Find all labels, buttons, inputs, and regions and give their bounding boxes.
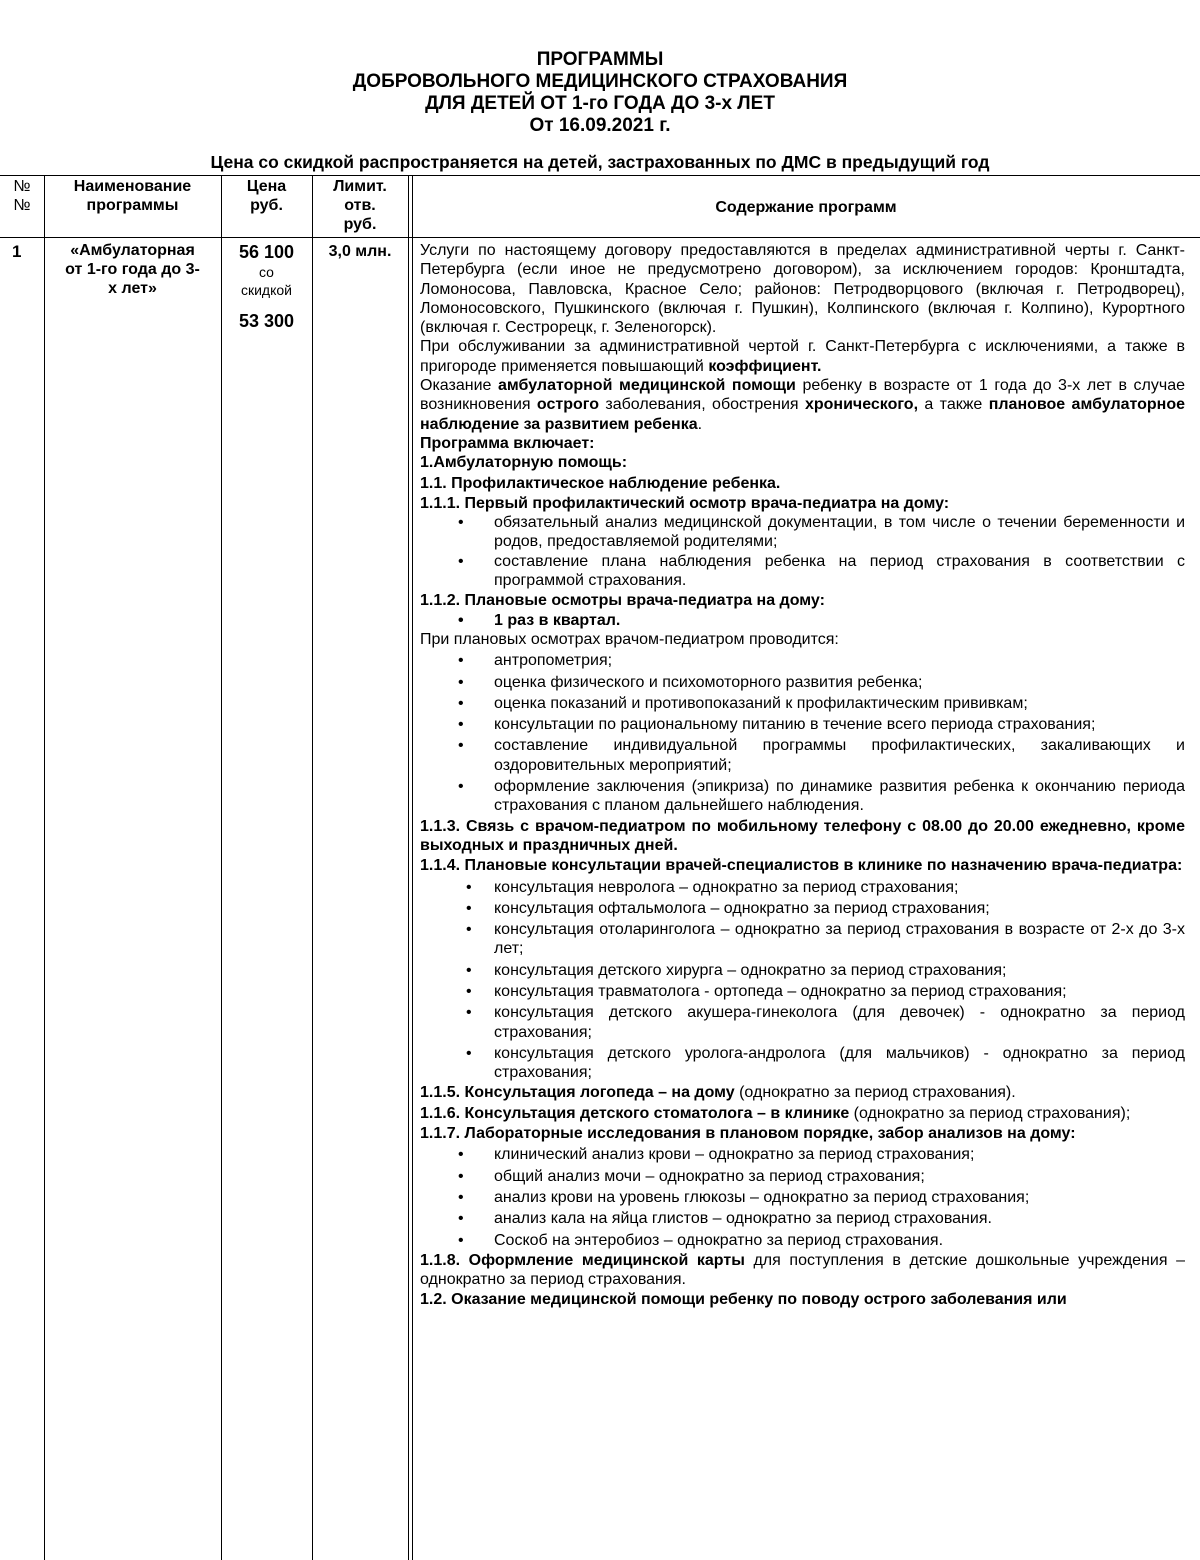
list-item: • консультация детского акушера-гинеколога (для девочек) - однократно за период страхования; — [466, 1004, 1185, 1041]
col-divider — [44, 175, 45, 1560]
list-item: • анализ крови на уровень глюкозы – однократно за период страхования; — [458, 1188, 1030, 1206]
list-item: • консультация детского уролога-андролога (для мальчиков) - однократно за период страхования; — [466, 1044, 1185, 1082]
bullet-icon: • — [458, 1210, 464, 1228]
speech-therapist-paragraph: 1.1.5. Консультация логопеда – на дому (однократно за период страхования). — [420, 1084, 1016, 1102]
table-header-border — [0, 237, 1200, 238]
bullet-icon: • — [458, 611, 464, 629]
liability-limit: 3,0 млн. — [328, 243, 392, 260]
list-item: • обязательный анализ медицинской документации, в том числе о течении беременности и родов, предоставляемой родителями; — [458, 514, 1185, 551]
price-note: со скидкой — [240, 264, 292, 298]
title-date: От 16.09.2021 г. — [529, 115, 671, 136]
header-content: Содержание программ — [715, 199, 897, 216]
list-item: • общий анализ мочи – однократно за период страхования; — [458, 1167, 925, 1185]
list-item: • оценка показаний и противопоказаний к профилактическим прививкам; — [458, 694, 1028, 712]
list-item: • составление плана наблюдения ребенка на период страхования в соответствии с программой страхования. — [458, 552, 1185, 590]
document-title — [0, 49, 1200, 137]
list-item: • 1 раз в квартал. — [458, 611, 621, 629]
list-item: • Соскоб на энтеробиоз – однократно за период страхования. — [458, 1231, 944, 1249]
section-heading: 1.2. Оказание медицинской помощи ребенку по поводу острого заболевания или — [420, 1291, 1067, 1309]
coefficient-paragraph: При обслуживании за административной чертой г. Санкт-Петербурга с исключениями, а также в пригороде применяется повышающий коэффициент. — [420, 338, 1185, 375]
bullet-icon: • — [458, 778, 464, 796]
bullet-icon: • — [466, 899, 472, 917]
section-heading: 1.1.1. Первый профилактический осмотр врача-педиатра на дому: — [420, 494, 950, 512]
header-num: № № — [13, 178, 31, 214]
list-item: • анализ кала на яйца глистов – однократно за период страхования. — [458, 1210, 992, 1228]
price-cell — [221, 241, 312, 332]
col-divider — [312, 175, 313, 1560]
specialists-list — [420, 878, 1185, 1083]
planned-exam-list — [420, 611, 1185, 630]
pediatr-paragraph: При плановых осмотрах врачом-педиатром проводится: — [420, 630, 839, 648]
scope-paragraph: Оказание амбулаторной медицинской помощи ребенку в возрасте от 1 года до 3-х лет в случае возникновения острого заболевания, обострения хронического, а также плановое амбулаторное наблюдение за развитием ребенка. — [420, 377, 1186, 433]
bullet-icon: • — [458, 716, 464, 734]
pediatr-list — [420, 651, 1185, 815]
bullet-icon: • — [458, 673, 464, 691]
list-item: • консультация офтальмолога – однократно за период страхования; — [466, 899, 990, 917]
first-exam-list — [420, 513, 1185, 590]
bullet-icon: • — [458, 694, 464, 712]
list-item: • консультация невролога – однократно за период страхования; — [466, 878, 959, 896]
bullet-icon: • — [458, 514, 464, 532]
list-item: • консультация детского хирурга – однократно за период страхования; — [466, 961, 1007, 979]
bullet-icon: • — [458, 652, 464, 670]
section-heading: 1.1. Профилактическое наблюдение ребенка. — [420, 474, 781, 492]
header-price: Цена руб. — [246, 178, 287, 214]
section-heading: 1.1.7. Лабораторные исследования в плановом порядке, забор анализов на дому: — [420, 1125, 1076, 1143]
bullet-icon: • — [458, 552, 464, 570]
program-content — [420, 241, 1185, 1310]
header-limit: Лимит. отв. руб. — [333, 178, 387, 233]
bullet-icon: • — [466, 921, 472, 939]
section-heading: 1.1.3. Связь с врачом-педиатром по мобильному телефону с 08.00 до 20.00 ежедневно, кроме выходных и праздничных дней. — [420, 817, 1185, 854]
program-name: «Амбулаторная от 1-го года до 3- х лет» — [65, 242, 200, 297]
discount-note: Цена со скидкой распространяется на детей, застрахованных по ДМС в предыдущий год — [210, 152, 990, 172]
bullet-icon: • — [466, 961, 472, 979]
bullet-icon: • — [458, 1167, 464, 1185]
list-item: • антропометрия; — [458, 652, 613, 670]
list-item: • консультация отоларинголога – однократно за период страхования в возрасте от 2-х до 3-х лет; — [466, 921, 1185, 958]
lab-tests-list — [420, 1145, 1185, 1249]
section-heading: Программа включает: — [420, 434, 595, 452]
price-discount-value: 53 300 — [238, 311, 295, 331]
bullet-icon: • — [466, 1004, 472, 1022]
col-divider — [412, 175, 413, 1560]
title-line-3: ДЛЯ ДЕТЕЙ ОТ 1-го ГОДА ДО 3-х ЛЕТ — [425, 93, 775, 114]
dentist-paragraph: 1.1.6. Консультация детского стоматолога – в клинике (однократно за период страхования); — [420, 1104, 1131, 1122]
bullet-icon: • — [458, 737, 464, 755]
medical-card-paragraph: 1.1.8. Оформление медицинской карты для поступления в детские дошкольные учреждения – однократно за период страхования. — [420, 1251, 1185, 1289]
territory-paragraph: Услуги по настоящему договору предоставляются в пределах административной черты г. Санкт-Петербурга (если иное не предусмотрено договором), за исключением городов: Кронштадта, Ломоносова, Павловска, Красное Село; районов: Петродворцового (включая г. Петродворец), Ломоносовского, Пушкинского (включая г. Пушкин), Колпинского (включая г. Колпино), Курортного (включая г. Сестрорецк, г. Зеленогорск). — [420, 242, 1185, 337]
bullet-icon: • — [458, 1146, 464, 1164]
list-item: • оформление заключения (эпикриза) по динамике развития ребенка к окончанию периода страхования с планом дальнейшего наблюдения. — [458, 778, 1185, 815]
bullet-icon: • — [458, 1188, 464, 1206]
header-program-name: Наименование программы — [73, 178, 192, 214]
bullet-icon: • — [458, 1231, 464, 1249]
list-item: • консультации по рациональному питанию в течение всего периода страхования; — [458, 716, 1096, 734]
section-heading: 1.1.2. Плановые осмотры врача-педиатра на дому: — [420, 592, 825, 610]
row-number: 1 — [12, 242, 22, 261]
table-top-border — [0, 175, 1200, 176]
list-item: • оценка физического и психомоторного развития ребенка; — [458, 673, 923, 691]
bullet-icon: • — [466, 1044, 472, 1062]
list-item: • составление индивидуальной программы профилактических, закаливающих и оздоровительных мероприятий; — [458, 737, 1185, 774]
title-line-2: ДОБРОВОЛЬНОГО МЕДИЦИНСКОГО СТРАХОВАНИЯ — [352, 71, 848, 92]
title-line-1: ПРОГРАММЫ — [536, 49, 664, 70]
col-divider — [221, 175, 222, 1560]
list-item: • клинический анализ крови – однократно за период страхования; — [458, 1146, 975, 1164]
price-value: 56 100 — [238, 242, 295, 262]
bullet-icon: • — [466, 878, 472, 896]
section-heading: 1.Амбулаторную помощь: — [420, 454, 628, 472]
col-divider — [408, 175, 409, 1560]
list-item: • консультация травматолога - ортопеда – однократно за период страхования; — [466, 982, 1067, 1000]
section-heading: 1.1.4. Плановые консультации врачей-специалистов в клинике по назначению врача-педиатра: — [420, 857, 1183, 875]
bullet-icon: • — [466, 982, 472, 1000]
